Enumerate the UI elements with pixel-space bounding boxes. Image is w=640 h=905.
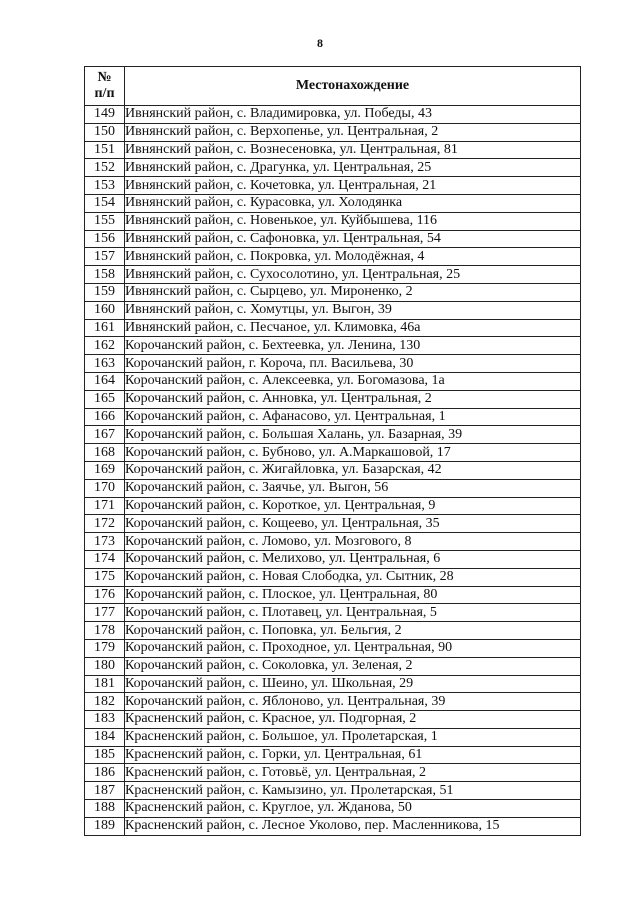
row-number: 173 bbox=[85, 533, 125, 551]
row-number: 152 bbox=[85, 159, 125, 177]
table-row bbox=[85, 693, 581, 711]
table-row bbox=[85, 604, 581, 622]
row-number: 155 bbox=[85, 212, 125, 230]
table-row bbox=[85, 355, 581, 373]
row-location: Корочанский район, с. Кощеево, ул. Центральная, 35 bbox=[125, 515, 581, 533]
table-row bbox=[85, 657, 581, 675]
header-number bbox=[85, 67, 125, 106]
table-row bbox=[85, 248, 581, 266]
row-number: 174 bbox=[85, 550, 125, 568]
table-row bbox=[85, 426, 581, 444]
table-row bbox=[85, 212, 581, 230]
table-row bbox=[85, 533, 581, 551]
row-location: Корочанский район, с. Мелихово, ул. Центральная, 6 bbox=[125, 550, 581, 568]
table-row bbox=[85, 123, 581, 141]
table-row bbox=[85, 194, 581, 212]
table-row bbox=[85, 622, 581, 640]
row-number: 159 bbox=[85, 283, 125, 301]
row-location: Ивнянский район, с. Сырцево, ул. Мироненко, 2 bbox=[125, 283, 581, 301]
header-number-abbrev: п/п bbox=[94, 86, 115, 101]
row-location: Ивнянский район, с. Новенькое, ул. Куйбышева, 116 bbox=[125, 212, 581, 230]
row-number: 162 bbox=[85, 337, 125, 355]
row-number: 151 bbox=[85, 141, 125, 159]
table-row bbox=[85, 515, 581, 533]
row-number: 153 bbox=[85, 177, 125, 195]
row-location: Красненский район, с. Лесное Уколово, пер. Масленникова, 15 bbox=[125, 817, 581, 835]
table-row bbox=[85, 390, 581, 408]
table-row bbox=[85, 372, 581, 390]
table-row bbox=[85, 177, 581, 195]
row-location: Корочанский район, г. Короча, пл. Васильева, 30 bbox=[125, 355, 581, 373]
table-row bbox=[85, 782, 581, 800]
table-row bbox=[85, 141, 581, 159]
row-number: 181 bbox=[85, 675, 125, 693]
table-row bbox=[85, 230, 581, 248]
table-row bbox=[85, 106, 581, 124]
row-number: 171 bbox=[85, 497, 125, 515]
row-location: Ивнянский район, с. Сафоновка, ул. Центральная, 54 bbox=[125, 230, 581, 248]
row-number: 154 bbox=[85, 194, 125, 212]
row-number: 165 bbox=[85, 390, 125, 408]
table-row bbox=[85, 283, 581, 301]
row-number: 168 bbox=[85, 444, 125, 462]
table-row bbox=[85, 461, 581, 479]
table-header-row bbox=[85, 67, 581, 106]
row-location: Ивнянский район, с. Кочетовка, ул. Центральная, 21 bbox=[125, 177, 581, 195]
row-location: Корочанский район, с. Алексеевка, ул. Богомазова, 1а bbox=[125, 372, 581, 390]
row-location: Красненский район, с. Красное, ул. Подгорная, 2 bbox=[125, 711, 581, 729]
row-number: 169 bbox=[85, 461, 125, 479]
table-row bbox=[85, 817, 581, 835]
header-location: Местонахождение bbox=[125, 67, 581, 106]
row-location: Корочанский район, с. Поповка, ул. Бельгия, 2 bbox=[125, 622, 581, 640]
row-number: 157 bbox=[85, 248, 125, 266]
row-number: 189 bbox=[85, 817, 125, 835]
row-location: Корочанский район, с. Заячье, ул. Выгон, 56 bbox=[125, 479, 581, 497]
row-location: Ивнянский район, с. Покровка, ул. Молодёжная, 4 bbox=[125, 248, 581, 266]
row-number: 186 bbox=[85, 764, 125, 782]
row-number: 175 bbox=[85, 568, 125, 586]
row-location: Красненский район, с. Готовьё, ул. Центральная, 2 bbox=[125, 764, 581, 782]
row-location: Корочанский район, с. Яблоново, ул. Центральная, 39 bbox=[125, 693, 581, 711]
row-number: 188 bbox=[85, 800, 125, 818]
row-location: Красненский район, с. Горки, ул. Центральная, 61 bbox=[125, 746, 581, 764]
row-number: 184 bbox=[85, 728, 125, 746]
table-row bbox=[85, 479, 581, 497]
header-number-symbol: № bbox=[97, 70, 112, 85]
row-number: 170 bbox=[85, 479, 125, 497]
row-number: 178 bbox=[85, 622, 125, 640]
row-location: Ивнянский район, с. Хомутцы, ул. Выгон, 39 bbox=[125, 301, 581, 319]
table-row bbox=[85, 800, 581, 818]
row-number: 156 bbox=[85, 230, 125, 248]
row-number: 176 bbox=[85, 586, 125, 604]
page-number: 8 bbox=[317, 36, 323, 50]
row-number: 158 bbox=[85, 266, 125, 284]
table-row bbox=[85, 550, 581, 568]
row-location: Корочанский район, с. Анновка, ул. Центральная, 2 bbox=[125, 390, 581, 408]
row-number: 150 bbox=[85, 123, 125, 141]
table-row bbox=[85, 764, 581, 782]
table-row bbox=[85, 746, 581, 764]
row-number: 163 bbox=[85, 355, 125, 373]
row-location: Ивнянский район, с. Верхопенье, ул. Центральная, 2 bbox=[125, 123, 581, 141]
row-number: 179 bbox=[85, 639, 125, 657]
row-number: 160 bbox=[85, 301, 125, 319]
table-row bbox=[85, 159, 581, 177]
row-number: 180 bbox=[85, 657, 125, 675]
row-number: 166 bbox=[85, 408, 125, 426]
table-row bbox=[85, 408, 581, 426]
table-row bbox=[85, 586, 581, 604]
row-location: Корочанский район, с. Афанасово, ул. Центральная, 1 bbox=[125, 408, 581, 426]
table-row bbox=[85, 711, 581, 729]
row-location: Корочанский район, с. Плотавец, ул. Центральная, 5 bbox=[125, 604, 581, 622]
table-row bbox=[85, 728, 581, 746]
row-number: 172 bbox=[85, 515, 125, 533]
row-location: Корочанский район, с. Короткое, ул. Центральная, 9 bbox=[125, 497, 581, 515]
locations-table bbox=[84, 66, 581, 836]
row-location: Корочанский район, с. Плоское, ул. Центральная, 80 bbox=[125, 586, 581, 604]
row-location: Корочанский район, с. Бехтеевка, ул. Ленина, 130 bbox=[125, 337, 581, 355]
table-row bbox=[85, 568, 581, 586]
row-location: Красненский район, с. Большое, ул. Пролетарская, 1 bbox=[125, 728, 581, 746]
row-number: 149 bbox=[85, 106, 125, 124]
table-row bbox=[85, 675, 581, 693]
row-location: Корочанский район, с. Проходное, ул. Центральная, 90 bbox=[125, 639, 581, 657]
row-location: Ивнянский район, с. Вознесеновка, ул. Центральная, 81 bbox=[125, 141, 581, 159]
table-row bbox=[85, 301, 581, 319]
table-row bbox=[85, 497, 581, 515]
row-number: 177 bbox=[85, 604, 125, 622]
row-location: Красненский район, с. Камызино, ул. Пролетарская, 51 bbox=[125, 782, 581, 800]
table-row bbox=[85, 444, 581, 462]
row-location: Корочанский район, с. Шеино, ул. Школьная, 29 bbox=[125, 675, 581, 693]
row-number: 187 bbox=[85, 782, 125, 800]
row-number: 167 bbox=[85, 426, 125, 444]
row-location: Корочанский район, с. Жигайловка, ул. Базарская, 42 bbox=[125, 461, 581, 479]
row-location: Ивнянский район, с. Курасовка, ул. Холодянка bbox=[125, 194, 581, 212]
row-location: Ивнянский район, с. Песчаное, ул. Климовка, 46а bbox=[125, 319, 581, 337]
row-number: 164 bbox=[85, 372, 125, 390]
row-number: 161 bbox=[85, 319, 125, 337]
row-location: Ивнянский район, с. Драгунка, ул. Центральная, 25 bbox=[125, 159, 581, 177]
row-location: Ивнянский район, с. Сухосолотино, ул. Центральная, 25 bbox=[125, 266, 581, 284]
row-location: Корочанский район, с. Большая Халань, ул. Базарная, 39 bbox=[125, 426, 581, 444]
table-row bbox=[85, 319, 581, 337]
row-location: Красненский район, с. Круглое, ул. Жданова, 50 bbox=[125, 800, 581, 818]
table-row bbox=[85, 337, 581, 355]
row-location: Корочанский район, с. Соколовка, ул. Зеленая, 2 bbox=[125, 657, 581, 675]
table-row bbox=[85, 266, 581, 284]
row-location: Ивнянский район, с. Владимировка, ул. Победы, 43 bbox=[125, 106, 581, 124]
row-location: Корочанский район, с. Ломово, ул. Мозгового, 8 bbox=[125, 533, 581, 551]
table-row bbox=[85, 639, 581, 657]
row-number: 182 bbox=[85, 693, 125, 711]
row-location: Корочанский район, с. Бубново, ул. А.Маркашовой, 17 bbox=[125, 444, 581, 462]
row-number: 183 bbox=[85, 711, 125, 729]
row-location: Корочанский район, с. Новая Слободка, ул. Сытник, 28 bbox=[125, 568, 581, 586]
row-number: 185 bbox=[85, 746, 125, 764]
table-body bbox=[85, 106, 581, 836]
